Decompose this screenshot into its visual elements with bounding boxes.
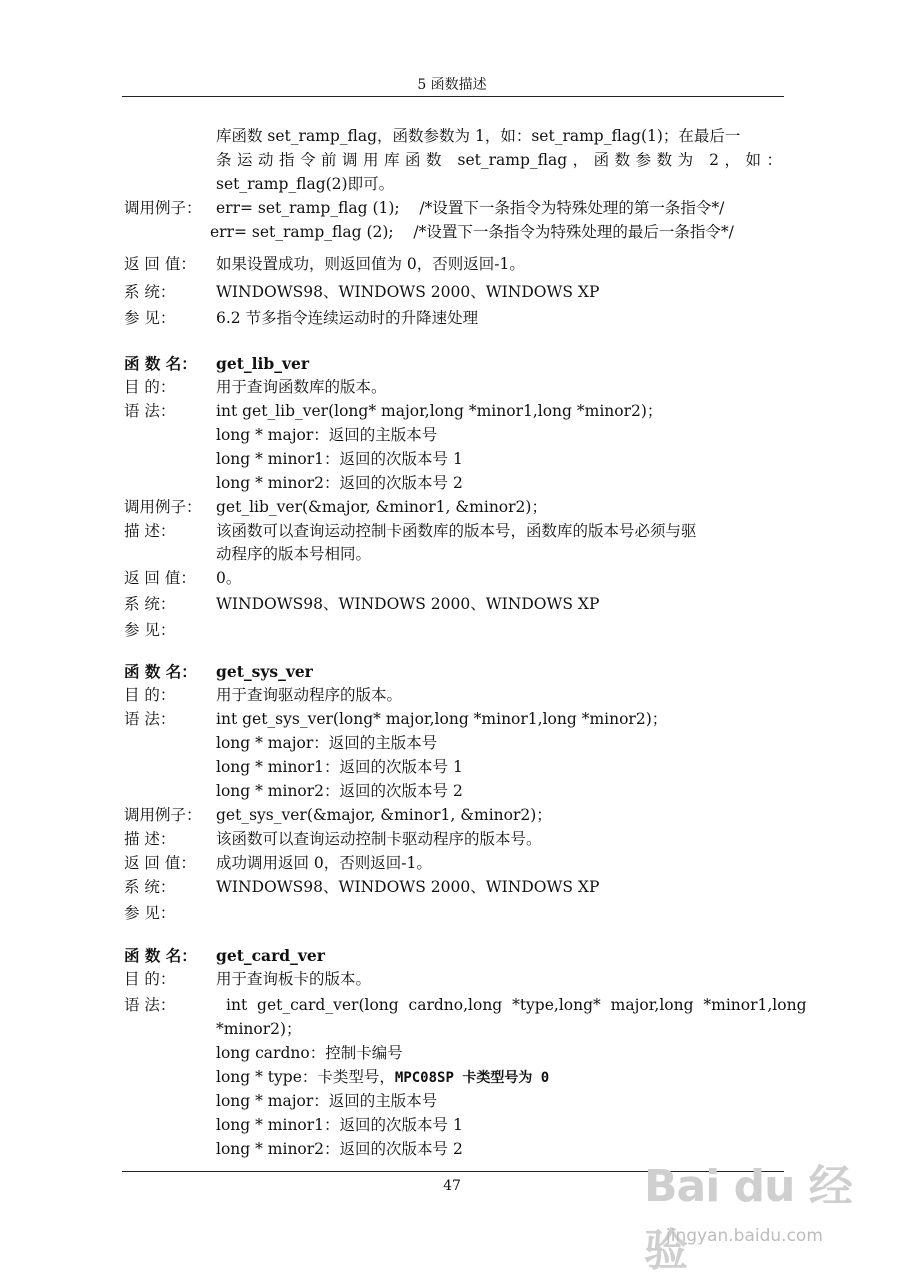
param-minor1: long * minor1：返回的次版本号 1 <box>216 450 463 468</box>
system-label: 系 统： <box>124 595 176 613</box>
function-name: get_sys_ver <box>216 662 313 681</box>
syntax-text-2: *minor2)； <box>216 1020 302 1038</box>
param-major: long * major：返回的主版本号 <box>216 1092 438 1110</box>
description-text-1: 该函数可以查询运动控制卡函数库的版本号，函数库的版本号必须与驱 <box>216 522 697 540</box>
syntax-text: int get_sys_ver(long* major,long *minor1,long *minor2)； <box>216 710 668 728</box>
param-type-text: long * type：卡类型号， <box>216 1068 395 1086</box>
reference-label: 参 见： <box>124 904 176 922</box>
param-minor2: long * minor2：返回的次版本号 2 <box>216 782 463 800</box>
example-row <box>124 805 552 825</box>
syntax-text-1: int get_card_ver(long cardno,long *type,long* major,long *minor1,long <box>226 996 807 1014</box>
system-row <box>124 877 599 897</box>
continuation-line-2: 条运动指令前调用库函数 set_ramp_flag，函数参数为 2，如： <box>216 151 782 169</box>
syntax-text: int get_lib_ver(long* major,long *minor1,long *minor2)； <box>216 402 663 420</box>
example-row <box>124 497 547 517</box>
purpose-label: 目 的： <box>124 970 176 988</box>
param-type-note: MPC08SP 卡类型号为 0 <box>394 1070 550 1086</box>
example-label: 调用例子： <box>124 498 202 516</box>
system-label: 系 统： <box>124 878 176 896</box>
purpose-text: 用于查询驱动程序的版本。 <box>216 686 403 704</box>
purpose-row <box>124 969 371 989</box>
running-header: 5 函数描述 <box>417 77 487 93</box>
function-name-label: 函 数 名： <box>124 946 197 965</box>
function-name: get_card_ver <box>216 946 325 965</box>
syntax-row <box>124 995 216 1015</box>
function-title-get-lib-ver <box>124 354 309 374</box>
baidu-logo: Bai du 经验 <box>644 1161 852 1276</box>
description-label: 描 述： <box>124 830 176 848</box>
return-row <box>124 568 241 588</box>
continuation-line-1: 库函数 set_ramp_flag，函数参数为 1，如：set_ramp_flag(1)；在最后一 <box>216 127 741 145</box>
description-label: 描 述： <box>124 522 176 540</box>
system-text: WINDOWS98、WINDOWS 2000、WINDOWS XP <box>216 595 600 613</box>
return-label: 返 回 值： <box>124 854 196 872</box>
param-major: long * major：返回的主版本号 <box>216 734 438 752</box>
description-row <box>124 521 697 541</box>
param-minor2: long * minor2：返回的次版本号 2 <box>216 474 463 492</box>
purpose-text: 用于查询板卡的版本。 <box>216 970 372 988</box>
continuation-line-3: set_ramp_flag(2)即可。 <box>216 175 395 193</box>
function-title-get-sys-ver <box>124 662 313 682</box>
return-text: 0。 <box>216 569 242 587</box>
purpose-row <box>124 685 402 705</box>
param-minor2: long * minor2：返回的次版本号 2 <box>216 1140 463 1158</box>
description-text-2: 动程序的版本号相同。 <box>216 545 372 563</box>
system-row <box>124 594 599 614</box>
function-title-get-card-ver <box>124 946 325 966</box>
system-label: 系 统： <box>124 283 176 301</box>
page-number: 47 <box>443 1178 461 1194</box>
system-text: WINDOWS98、WINDOWS 2000、WINDOWS XP <box>216 878 600 896</box>
reference-row <box>124 308 478 328</box>
syntax-label: 语 法： <box>124 996 176 1014</box>
function-name-label: 函 数 名： <box>124 354 197 373</box>
example-row-1 <box>124 198 724 218</box>
reference-label: 参 见： <box>124 309 176 327</box>
syntax-row <box>124 709 667 729</box>
header-rule <box>122 96 784 97</box>
purpose-row <box>124 377 387 397</box>
example-code-1: err= set_ramp_flag (1); /*设置下一条指令为特殊处理的第一条指令*/ <box>216 199 725 217</box>
return-row <box>124 254 525 274</box>
syntax-row <box>124 401 662 421</box>
purpose-text: 用于查询函数库的版本。 <box>216 378 387 396</box>
return-text: 如果设置成功，则返回值为 0，否则返回-1。 <box>216 255 525 273</box>
return-label: 返 回 值： <box>124 569 196 587</box>
return-label: 返 回 值： <box>124 255 196 273</box>
function-name: get_lib_ver <box>216 354 310 373</box>
param-cardno: long cardno：控制卡编号 <box>216 1044 403 1062</box>
system-text: WINDOWS98、WINDOWS 2000、WINDOWS XP <box>216 283 600 301</box>
example-label: 调用例子： <box>124 199 202 217</box>
param-type <box>216 1067 549 1088</box>
example-label: 调用例子： <box>124 806 202 824</box>
example-code: get_lib_ver(&major, &minor1, &minor2)； <box>216 498 547 516</box>
purpose-label: 目 的： <box>124 378 176 396</box>
return-row <box>124 853 432 873</box>
description-row <box>124 829 542 849</box>
purpose-label: 目 的： <box>124 686 176 704</box>
system-row <box>124 282 599 302</box>
function-name-label: 函 数 名： <box>124 662 197 681</box>
reference-label: 参 见： <box>124 621 176 639</box>
description-text: 该函数可以查询运动控制卡驱动程序的版本号。 <box>216 830 542 848</box>
syntax-label: 语 法： <box>124 710 176 728</box>
param-major: long * major：返回的主版本号 <box>216 426 438 444</box>
reference-row <box>124 620 216 640</box>
reference-text: 6.2 节多指令连续运动时的升降速处理 <box>216 309 479 327</box>
syntax-label: 语 法： <box>124 402 176 420</box>
example-code-2: err= set_ramp_flag (2); /*设置下一条指令为特殊处理的最后一条指令*/ <box>210 223 734 241</box>
watermark-url: jingyan.baidu.com <box>666 1226 823 1246</box>
return-text: 成功调用返回 0，否则返回-1。 <box>216 854 432 872</box>
param-minor1: long * minor1：返回的次版本号 1 <box>216 1116 463 1134</box>
example-code: get_sys_ver(&major, &minor1, &minor2)； <box>216 806 552 824</box>
baidu-watermark <box>636 1148 876 1276</box>
param-minor1: long * minor1：返回的次版本号 1 <box>216 758 463 776</box>
reference-row <box>124 903 216 923</box>
